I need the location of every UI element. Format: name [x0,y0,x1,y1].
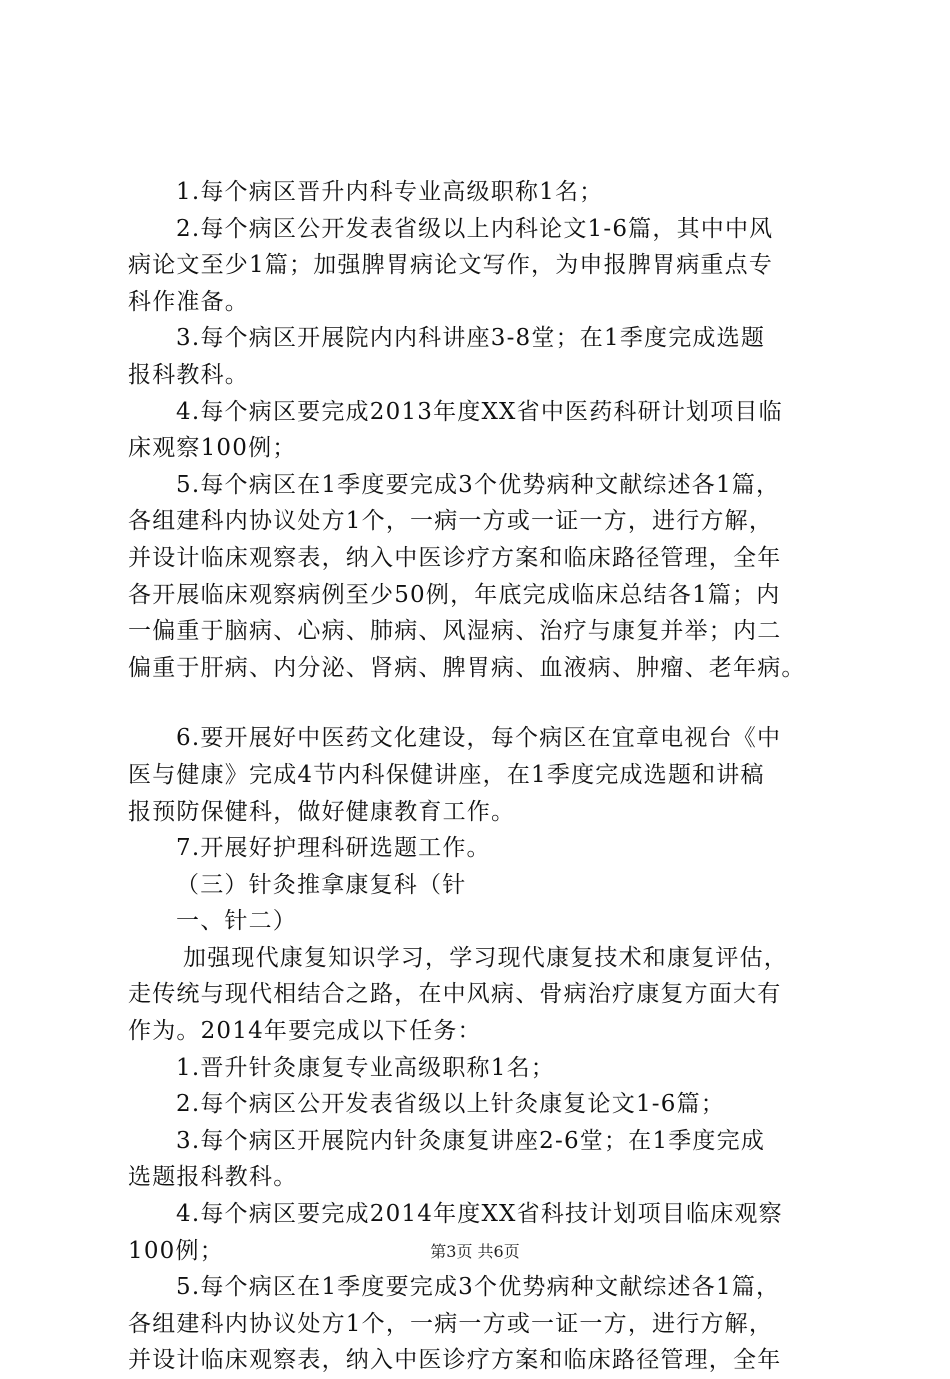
page-number-footer: 第3页 共6页 [430,1242,520,1261]
paragraph-line: 3.每个病区开展院内针灸康复讲座2-6堂；在1季度完成 [176,1127,766,1154]
paragraph-line: 4.每个病区要完成2013年度XX省中医药科研计划项目临 [176,398,783,425]
paragraph-line: 报科教科。 [128,361,249,388]
paragraph-line: 加强现代康复知识学习，学习现代康复技术和康复评估， [183,944,788,971]
paragraph-line: 1.每个病区晋升内科专业高级职称1名； [176,179,604,205]
paragraph-line: 并设计临床观察表，纳入中医诊疗方案和临床路径管理，全年 [128,544,782,571]
section-heading-line: 一、针二） [176,908,297,935]
paragraph-line: 1.晋升针灸康复专业高级职称1名； [176,1054,555,1081]
paragraph-line: 病论文至少1篇；加强脾胃病论文写作，为申报脾胃病重点专 [128,252,774,279]
paragraph-line: 走传统与现代相结合之路，在中风病、骨病治疗康复方面大有 [128,981,782,1008]
paragraph-line: 2.每个病区公开发表省级以上针灸康复论文1-6篇； [176,1091,725,1118]
document-body [128,174,848,1379]
paragraph-line: 床观察100例； [128,435,297,462]
paragraph-line: 各组建科内协议处方1个，一病一方或一证一方，进行方解， [128,1310,774,1337]
paragraph-line: 4.每个病区要完成2014年度XX省科技计划项目临床观察 [176,1201,783,1228]
paragraph-line: 7.开展好护理科研选题工作。 [176,835,491,862]
paragraph-line: 作为。2014年要完成以下任务： [128,1018,482,1045]
paragraph-line: 5.每个病区在1季度要完成3个优势病种文献综述各1篇， [176,1274,781,1301]
paragraph-line: 医与健康》完成4节内科保健讲座，在1季度完成选题和讲稿 [128,761,765,788]
paragraph-line: 选题报科教科。 [128,1164,298,1191]
paragraph-line: 5.每个病区在1季度要完成3个优势病种文献综述各1篇， [176,471,781,498]
paragraph-line: 100例； [128,1237,224,1264]
paragraph-line: 偏重于肝病、内分泌、肾病、脾胃病、血液病、肿瘤、老年病。 [128,654,806,681]
paragraph-line: 各组建科内协议处方1个，一病一方或一证一方，进行方解， [128,508,774,535]
paragraph-line: 科作准备。 [128,288,249,315]
paragraph-line: 3.每个病区开展院内内科讲座3-8堂；在1季度完成选题 [176,325,766,352]
paragraph-line: 一偏重于脑病、心病、肺病、风湿病、治疗与康复并举；内二 [128,618,782,645]
paragraph-line: 各开展临床观察病例至少50例，年底完成临床总结各1篇；内 [128,581,781,608]
paragraph-gap [128,686,848,720]
paragraph-line: 6.要开展好中医药文化建设，每个病区在宜章电视台《中 [176,725,782,752]
paragraph-line: 2.每个病区公开发表省级以上内科论文1-6篇，其中中风 [176,215,774,242]
paragraph-line: 并设计临床观察表，纳入中医诊疗方案和临床路径管理，全年 [128,1347,782,1374]
section-heading-line: （三）针灸推拿康复科（针 [176,871,467,898]
paragraph-line: 报预防保健科，做好健康教育工作。 [128,798,516,825]
